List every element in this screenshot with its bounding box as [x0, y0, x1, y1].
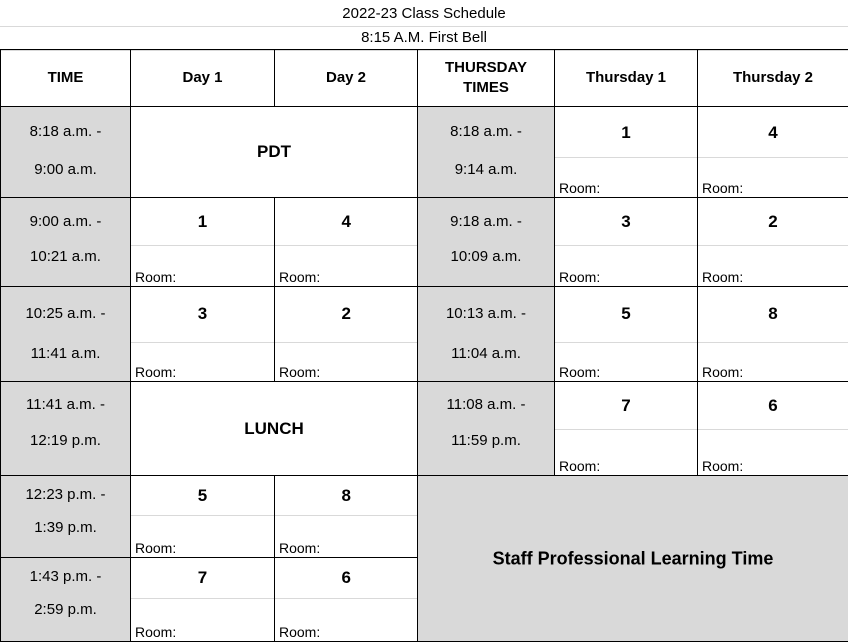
room-label: Room:	[135, 269, 177, 285]
thursday1-class-cell	[555, 107, 698, 198]
header-thursday1: Thursday 1	[555, 50, 698, 107]
class-period: 8	[341, 486, 351, 505]
thursday-time-cell	[418, 287, 555, 382]
table-row	[1, 476, 848, 558]
time-end: 1:39 p.m.	[34, 519, 97, 536]
staff-learning-block	[418, 476, 848, 642]
cell-divider	[555, 342, 697, 343]
day1-class-cell	[131, 558, 275, 642]
class-period: 6	[768, 396, 778, 415]
schedule-table	[0, 49, 848, 642]
cell-divider	[698, 157, 848, 158]
room-label: Room:	[279, 624, 321, 640]
day1-class-cell	[131, 287, 275, 382]
day1-class-cell	[131, 198, 275, 287]
cell-divider	[698, 342, 848, 343]
time-end: 2:59 p.m.	[34, 601, 97, 618]
header-thursday-times	[418, 50, 555, 107]
schedule-title: 2022-23 Class Schedule	[0, 2, 848, 27]
thursday2-class-cell	[698, 287, 848, 382]
room-label: Room:	[279, 269, 321, 285]
thursday1-class-cell	[555, 287, 698, 382]
time-end: 11:41 a.m.	[30, 345, 101, 362]
thursday-time-end: 11:04 a.m.	[451, 345, 521, 362]
thursday-time-cell	[418, 382, 555, 476]
header-thursday-times-line2: TIMES	[463, 79, 509, 96]
room-label: Room:	[559, 180, 601, 196]
time-start: 9:00 a.m. -	[29, 213, 102, 230]
table-row	[1, 198, 848, 287]
room-label: Room:	[279, 540, 321, 556]
thursday-time-end: 9:14 a.m.	[454, 161, 518, 178]
room-label: Room:	[279, 364, 321, 380]
cell-divider	[698, 245, 848, 246]
class-period: 7	[621, 396, 631, 415]
header-thursday2: Thursday 2	[698, 50, 848, 107]
thursday1-class-cell	[555, 198, 698, 287]
thursday-time-start: 9:18 a.m. -	[450, 213, 522, 230]
header-time: TIME	[1, 50, 131, 107]
room-label: Room:	[135, 540, 177, 556]
thursday2-class-cell	[698, 198, 848, 287]
header-thursday-times-line1: THURSDAY	[445, 59, 527, 76]
time-start: 10:25 a.m. -	[25, 305, 106, 322]
header-day1: Day 1	[131, 50, 275, 107]
room-label: Room:	[135, 364, 177, 380]
class-period: 5	[621, 304, 631, 323]
class-period: 2	[341, 304, 351, 323]
cell-divider	[555, 157, 697, 158]
class-period: 4	[341, 212, 351, 231]
lunch-block	[131, 382, 418, 476]
staff-learning-label: Staff Professional Learning Time	[492, 548, 774, 568]
thursday-time-start: 8:18 a.m. -	[450, 123, 522, 140]
time-cell	[1, 382, 131, 476]
time-start: 12:23 p.m. -	[25, 486, 106, 503]
header-day2: Day 2	[275, 50, 418, 107]
time-cell	[1, 476, 131, 558]
time-start: 11:41 a.m. -	[26, 396, 105, 413]
class-period: 6	[341, 568, 351, 587]
room-label: Room:	[559, 364, 601, 380]
day2-class-cell	[275, 198, 418, 287]
cell-divider	[131, 515, 274, 516]
cell-divider	[131, 598, 274, 599]
cell-divider	[275, 342, 417, 343]
time-cell	[1, 558, 131, 642]
thursday-time-end: 11:59 p.m.	[451, 432, 521, 449]
class-period: 7	[197, 568, 208, 587]
thursday-time-cell	[418, 107, 555, 198]
cell-divider	[275, 245, 417, 246]
class-period: 5	[197, 486, 208, 505]
thursday-time-start: 11:08 a.m. -	[446, 396, 526, 413]
table-row	[1, 107, 848, 198]
pdt-block	[131, 107, 418, 198]
cell-divider	[275, 598, 417, 599]
day2-class-cell	[275, 558, 418, 642]
pdt-label: PDT	[257, 142, 291, 161]
lunch-label: LUNCH	[244, 418, 304, 438]
table-row	[1, 382, 848, 476]
time-cell	[1, 107, 131, 198]
header-row	[1, 50, 848, 107]
class-period: 3	[621, 212, 631, 231]
table-row	[1, 287, 848, 382]
first-bell-subtitle: 8:15 A.M. First Bell	[0, 26, 848, 51]
class-period: 4	[768, 123, 778, 142]
cell-divider	[555, 245, 697, 246]
thursday-time-end: 10:09 a.m.	[450, 248, 522, 265]
day1-class-cell	[131, 476, 275, 558]
room-label: Room:	[702, 364, 744, 380]
cell-divider	[275, 515, 417, 516]
class-period: 8	[768, 304, 778, 323]
class-period: 3	[197, 304, 208, 323]
time-start: 8:18 a.m. -	[29, 123, 102, 140]
time-start: 1:43 p.m. -	[29, 568, 102, 585]
time-end: 12:19 p.m.	[30, 432, 101, 449]
room-label: Room:	[702, 458, 744, 474]
thursday-time-start: 10:13 a.m. -	[445, 305, 527, 322]
room-label: Room:	[135, 624, 177, 640]
cell-divider	[131, 245, 274, 246]
day2-class-cell	[275, 287, 418, 382]
room-label: Room:	[559, 269, 601, 285]
day2-class-cell	[275, 476, 418, 558]
class-period: 1	[197, 212, 208, 231]
time-cell	[1, 198, 131, 287]
cell-divider	[555, 429, 697, 430]
class-period: 2	[768, 212, 778, 231]
thursday-time-cell	[418, 198, 555, 287]
thursday2-class-cell	[698, 382, 848, 476]
room-label: Room:	[702, 269, 744, 285]
thursday1-class-cell	[555, 382, 698, 476]
room-label: Room:	[702, 180, 744, 196]
time-end: 9:00 a.m.	[34, 161, 97, 178]
thursday2-class-cell	[698, 107, 848, 198]
room-label: Room:	[559, 458, 601, 474]
time-cell	[1, 287, 131, 382]
class-period: 1	[621, 123, 631, 142]
cell-divider	[131, 342, 274, 343]
time-end: 10:21 a.m.	[30, 248, 101, 265]
cell-divider	[698, 429, 848, 430]
